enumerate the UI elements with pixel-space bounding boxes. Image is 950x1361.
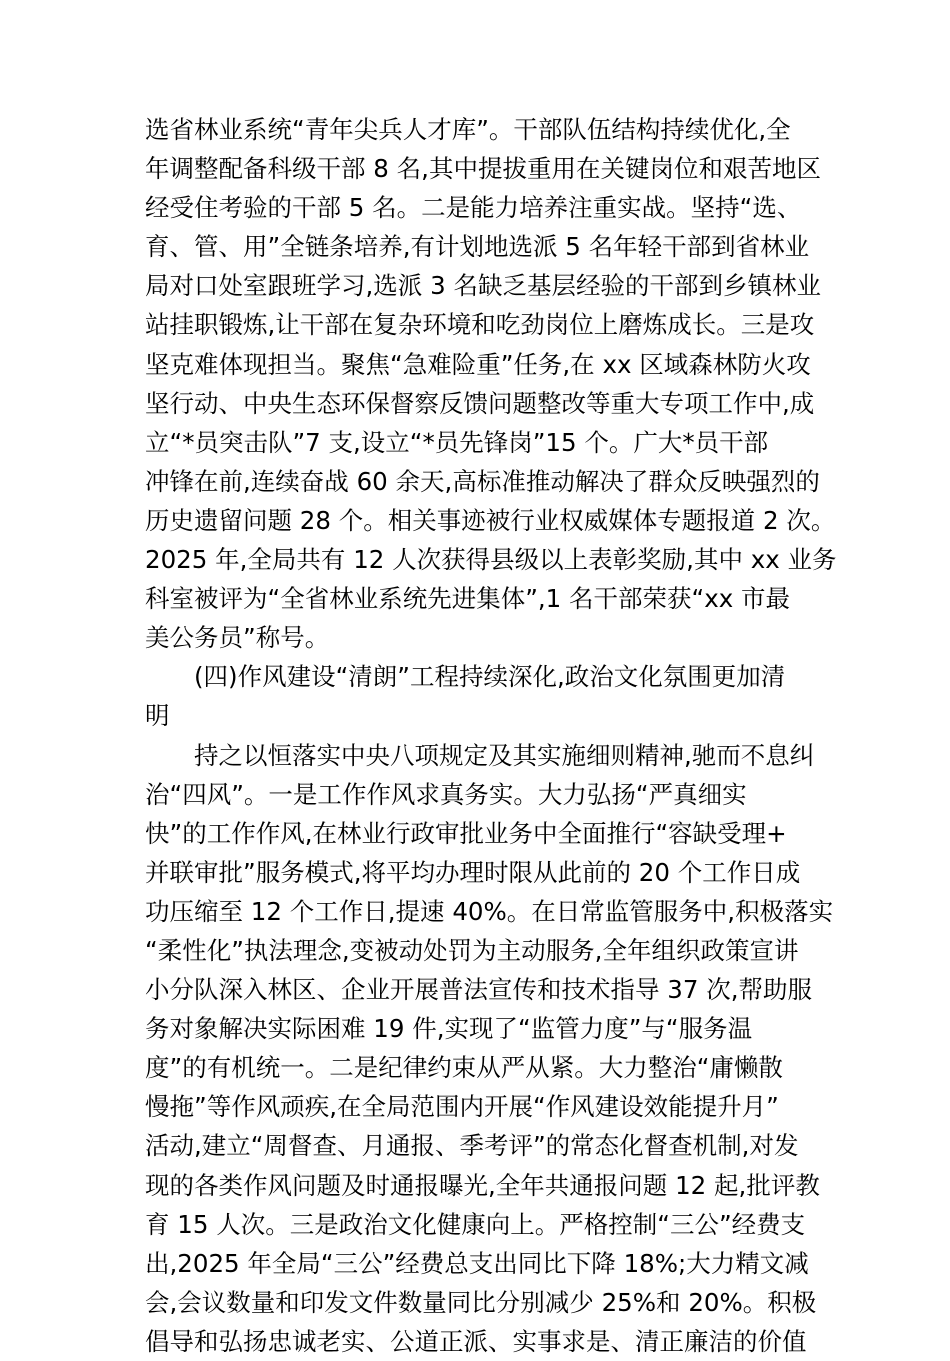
document-page <box>145 110 837 1361</box>
text-line: 站挂职锻炼,让干部在复杂环境和吃劲岗位上磨炼成长。三是攻 <box>145 310 815 340</box>
text-line: 快”的工作作风,在林业行政审批业务中全面推行“容缺受理+ <box>145 818 787 848</box>
text-line: “柔性化”执法理念,变被动处罚为主动服务,全年组织政策宣讲 <box>145 935 799 965</box>
text-line: 并联审批”服务模式,将平均办理时限从此前的 20 个工作日成 <box>145 857 801 887</box>
text-line: 治“四风”。一是工作作风求真务实。大力弘扬“严真细实 <box>145 779 747 809</box>
text-line: 小分队深入林区、企业开展普法宣传和技术指导 37 次,帮助服 <box>145 975 813 1005</box>
text-line: 现的各类作风问题及时通报曝光,全年共通报问题 12 起,批评教 <box>145 1170 820 1200</box>
text-line: 育、管、用”全链条培养,有计划地选派 5 名年轻干部到省林业 <box>145 232 810 262</box>
text-line: 度”的有机统一。二是纪律约束从严从紧。大力整治“庸懒散 <box>145 1053 783 1083</box>
text-line: 活动,建立“周督查、月通报、季考评”的常态化督查机制,对发 <box>145 1131 799 1161</box>
text-line: 选省林业系统“青年尖兵人才库”。干部队伍结构持续优化,全 <box>145 115 791 144</box>
text-line: 科室被评为“全省林业系统先进集体”,1 名干部荣获“xx 市最 <box>145 584 791 614</box>
text-line: 育 15 人次。三是政治文化健康向上。严格控制“三公”经费支 <box>145 1209 806 1239</box>
text-line: 倡导和弘扬忠诚老实、公道正派、实事求是、清正廉洁的价值 <box>145 1326 807 1356</box>
text-line: 持之以恒落实中央八项规定及其实施细则精神,驰而不息纠 <box>194 740 815 770</box>
text-line: 慢拖”等作风顽疾,在全局范围内开展“作风建设效能提升月” <box>145 1092 779 1122</box>
text-line: 会,会议数量和印发文件数量同比分别减少 25%和 20%。积极 <box>145 1287 817 1317</box>
section-heading: (四)作风建设“清朗”工程持续深化,政治文化氛围更加清 <box>194 662 786 692</box>
section-heading-cont: 明 <box>145 701 170 731</box>
text-line: 2025 年,全局共有 12 人次获得县级以上表彰奖励,其中 xx 业务 <box>145 545 837 575</box>
text-line: 坚克难体现担当。聚焦“急难险重”任务,在 xx 区域森林防火攻 <box>145 349 811 379</box>
text-line: 出,2025 年全局“三公”经费总支出同比下降 18%;大力精文减 <box>145 1248 809 1278</box>
text-line: 局对口处室跟班学习,选派 3 名缺乏基层经验的干部到乡镇林业 <box>145 271 821 301</box>
text-line: 历史遗留问题 28 个。相关事迹被行业权威媒体专题报道 2 次。 <box>145 505 836 535</box>
text-line: 立“*员突击队”7 支,设立“*员先锋岗”15 个。广大*员干部 <box>145 427 769 457</box>
text-line: 经受住考验的干部 5 名。二是能力培养注重实战。坚持“选、 <box>145 193 802 223</box>
text-line: 务对象解决实际困难 19 件,实现了“监管力度”与“服务温 <box>145 1014 753 1044</box>
text-line: 美公务员”称号。 <box>145 623 330 653</box>
text-line: 坚行动、中央生态环保督察反馈问题整改等重大专项工作中,成 <box>145 388 815 418</box>
text-line: 功压缩至 12 个工作日,提速 40%。在日常监管服务中,积极落实 <box>145 896 834 926</box>
text-line: 冲锋在前,连续奋战 60 余天,高标准推动解决了群众反映强烈的 <box>145 466 820 496</box>
text-line: 年调整配备科级干部 8 名,其中提拔重用在关键岗位和艰苦地区 <box>145 154 821 184</box>
